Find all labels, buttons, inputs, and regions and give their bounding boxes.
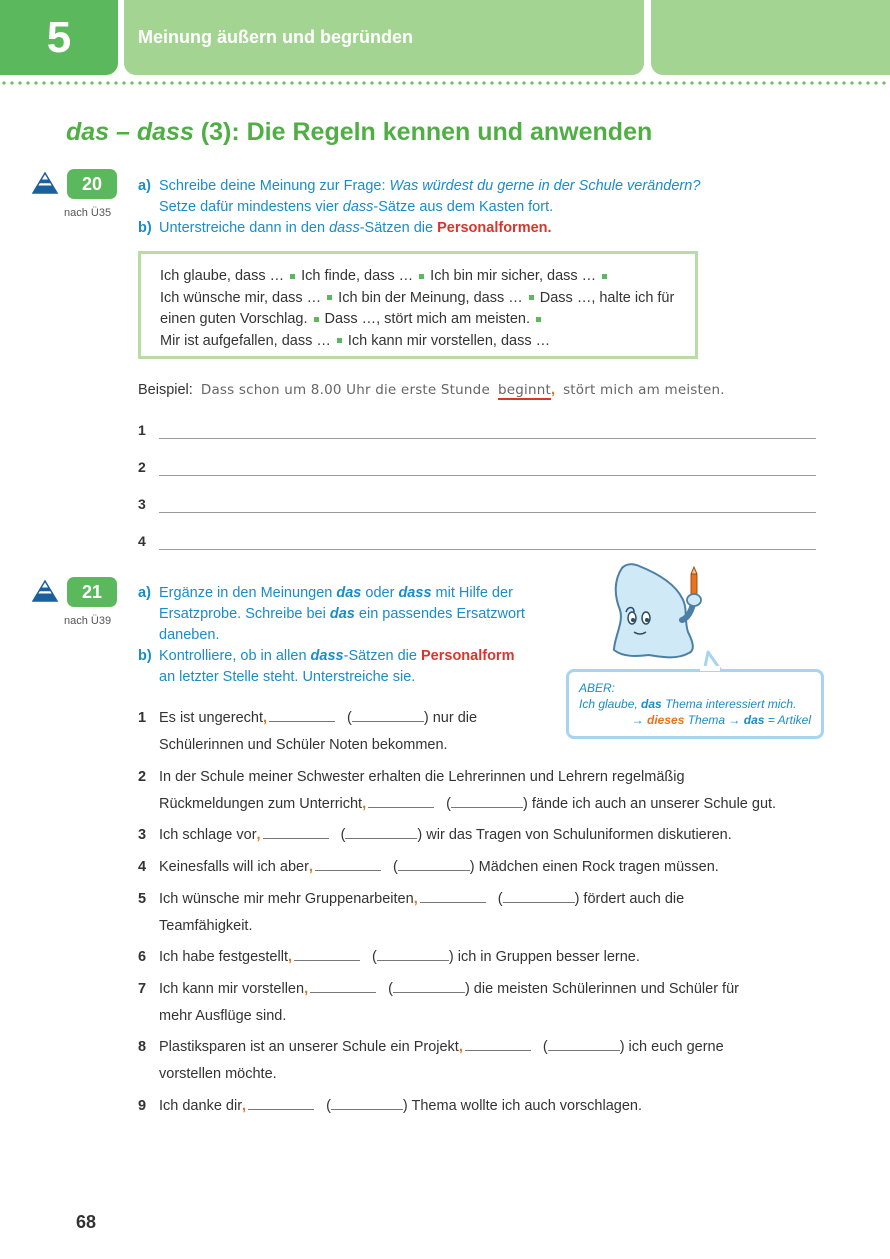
- paren: (: [392, 859, 398, 875]
- bubble-tail-mask: [700, 666, 720, 671]
- sentence-text: Rückmeldungen zum Unterricht: [159, 796, 363, 812]
- sentence-number: 9: [138, 1098, 147, 1114]
- fill-in-sentence: [138, 854, 828, 881]
- answer-blank[interactable]: [420, 890, 486, 903]
- exercise-reference: nach Ü35: [64, 207, 112, 219]
- sentence-text: Ich schlage vor: [159, 827, 257, 843]
- paren: (: [542, 1039, 548, 1055]
- sentence-text: ) die meisten Schülerinnen und Schüler für: [464, 981, 739, 997]
- sentence-text: Teamfähigkeit.: [159, 918, 253, 934]
- answer-blank[interactable]: [331, 1097, 403, 1110]
- write-line[interactable]: 4: [138, 533, 816, 553]
- ghost-mascot-illustration: [584, 560, 714, 665]
- exercise-20-instructions: a) Schreibe deine Meinung zur Frage: Was würdest du gerne in der Schule verändern? Setze dafür mindestens vier dass-Sätze aus dem Kasten fort. b) Unterstreiche dann in den dass-Sätzen die Personalformen.: [138, 178, 701, 236]
- sentence-text: Es ist ungerecht: [159, 710, 263, 726]
- sentence-text: ) fördert auch die: [574, 891, 685, 907]
- sentence-text: vorstellen möchte.: [159, 1066, 277, 1082]
- answer-blank[interactable]: [310, 980, 376, 993]
- bullet-square: [314, 317, 319, 322]
- answer-blank[interactable]: [377, 948, 449, 961]
- sentence-text: ) wir das Tragen von Schuluniformen diskutieren.: [417, 827, 732, 843]
- comma-marker: ,: [413, 891, 418, 907]
- fill-in-sentence: [138, 976, 828, 1030]
- phrase-item: Mir ist aufgefallen, dass …: [160, 332, 331, 349]
- comma-marker: ,: [362, 796, 367, 812]
- phrase-item: Dass …, stört mich am meisten.: [324, 311, 530, 327]
- sentence-text: ) nur die: [423, 710, 478, 726]
- sentence-text: Ich wünsche mir mehr Gruppenarbeiten: [159, 891, 414, 907]
- sentence-text: ) ich in Gruppen besser lerne.: [448, 949, 640, 965]
- phrase-item: Ich bin mir sicher, dass …: [430, 268, 597, 284]
- answer-blank[interactable]: [263, 826, 329, 839]
- comma-marker: ,: [304, 981, 309, 997]
- chapter-number: 5: [0, 0, 118, 75]
- bullet-square: [602, 274, 607, 279]
- comma-marker: ,: [458, 1039, 463, 1055]
- sentence-text: ) Mädchen einen Rock tragen müssen.: [469, 859, 719, 875]
- dotted-divider: [0, 81, 890, 85]
- bullet-square: [536, 317, 541, 322]
- sentence-text: ) Thema wollte ich auch vorschlagen.: [402, 1098, 643, 1114]
- sentence-text: ) fände ich auch an unserer Schule gut.: [522, 796, 777, 812]
- header-decoration: [651, 0, 890, 75]
- sentence-text: mehr Ausflüge sind.: [159, 1008, 287, 1024]
- paren: (: [340, 827, 346, 843]
- comma-marker: ,: [256, 827, 261, 843]
- comma-marker: ,: [287, 949, 293, 965]
- page-number: 68: [76, 1212, 97, 1232]
- sentence-text: Ich danke dir: [159, 1098, 243, 1114]
- phrase-item: Ich glaube, dass …: [160, 268, 285, 284]
- answer-blank[interactable]: [352, 709, 424, 722]
- sentence-text: Ich kann mir vorstellen: [159, 981, 305, 997]
- sentence-number: 5: [138, 891, 147, 907]
- sentence-number: 4: [138, 859, 147, 875]
- paren: (: [372, 949, 377, 965]
- difficulty-pyramid-icon: [32, 580, 58, 602]
- sentence-number: 1: [138, 710, 147, 726]
- answer-blank[interactable]: [398, 858, 470, 871]
- exercise-number-20: 20: [67, 169, 117, 199]
- hint-speech-bubble: ABER: Ich glaube, das Thema interessiert mich. → dieses Thema → das = Artikel: [566, 669, 824, 739]
- chapter-title: Meinung äußern und begründen: [124, 0, 644, 75]
- sentence-text: Keinesfalls will ich aber: [159, 859, 309, 875]
- write-line[interactable]: 2: [138, 459, 816, 479]
- bullet-square: [290, 274, 295, 279]
- example-sentence: Beispiel: Dass schon um 8.00 Uhr die erste Stunde beginnt, stört mich am meisten.: [138, 382, 725, 398]
- paren: (: [326, 1098, 331, 1114]
- answer-blank[interactable]: [503, 890, 575, 903]
- exercise-reference: nach Ü39: [64, 615, 112, 627]
- write-line[interactable]: 3: [138, 496, 816, 516]
- paren: (: [446, 796, 451, 812]
- phrase-item: Ich finde, dass …: [301, 268, 414, 284]
- phrase-item: Ich bin der Meinung, dass …: [338, 289, 523, 306]
- answer-blank[interactable]: [294, 948, 360, 961]
- answer-blank[interactable]: [451, 795, 523, 808]
- page-title: das – dass (3): Die Regeln kennen und anwenden: [66, 118, 653, 146]
- paren: (: [388, 981, 393, 997]
- sentence-number: 2: [138, 769, 147, 785]
- phrase-item: Dass …, halte ich für einen guten Vorschlag.: [160, 289, 675, 327]
- answer-blank[interactable]: [368, 795, 434, 808]
- comma-marker: ,: [242, 1098, 247, 1114]
- bullet-square: [529, 295, 534, 300]
- fill-in-sentence: [138, 705, 828, 759]
- sentence-number: 8: [138, 1039, 147, 1055]
- sentence-text: Ich habe festgestellt: [159, 949, 288, 965]
- answer-blank[interactable]: [393, 980, 465, 993]
- phrase-item: Ich kann mir vorstellen, dass …: [347, 332, 551, 349]
- phrase-box: [138, 251, 698, 359]
- fill-in-sentence: [138, 822, 828, 849]
- answer-blank[interactable]: [465, 1038, 531, 1051]
- bullet-square: [419, 274, 424, 279]
- comma-marker: ,: [308, 859, 313, 875]
- answer-blank[interactable]: [548, 1038, 620, 1051]
- answer-blank[interactable]: [345, 826, 417, 839]
- phrase-item: Ich wünsche mir, dass …: [160, 289, 322, 306]
- paren: (: [347, 710, 352, 726]
- sentence-text: Plastiksparen ist an unserer Schule ein Projekt: [159, 1039, 459, 1055]
- comma-marker: ,: [262, 710, 268, 726]
- exercise-number-21: 21: [67, 577, 117, 607]
- fill-in-sentence: [138, 1093, 828, 1120]
- fill-in-sentence: [138, 1034, 828, 1088]
- difficulty-pyramid-icon: [32, 172, 58, 194]
- sentence-number: 6: [138, 949, 147, 965]
- fill-in-sentence: [138, 944, 828, 971]
- sentence-text: ) ich euch gerne: [619, 1039, 724, 1055]
- bullet-square: [327, 295, 332, 300]
- fill-in-sentence: [138, 886, 828, 940]
- sentence-text: In der Schule meiner Schwester erhalten die Lehrerinnen und Lehrern regelmäßig: [159, 769, 685, 785]
- answer-blank[interactable]: [315, 858, 381, 871]
- sentence-number: 3: [138, 827, 147, 843]
- write-line[interactable]: 1: [138, 422, 816, 442]
- fill-in-sentence: [138, 764, 828, 818]
- answer-blank[interactable]: [248, 1097, 314, 1110]
- paren: (: [497, 891, 503, 907]
- bullet-square: [337, 338, 342, 343]
- sentence-text: Schülerinnen und Schüler Noten bekommen.: [159, 737, 448, 753]
- answer-blank[interactable]: [269, 709, 335, 722]
- sentence-number: 7: [138, 981, 147, 997]
- exercise-21-instructions: a) Ergänze in den Meinungen das oder dass mit Hilfe der Ersatzprobe. Schreibe bei das ein passendes Ersatzwort daneben. b) Kontrolliere, ob in allen dass-Sätzen die Personalform an letzter Stelle steht. Unterstreiche sie.: [138, 585, 525, 685]
